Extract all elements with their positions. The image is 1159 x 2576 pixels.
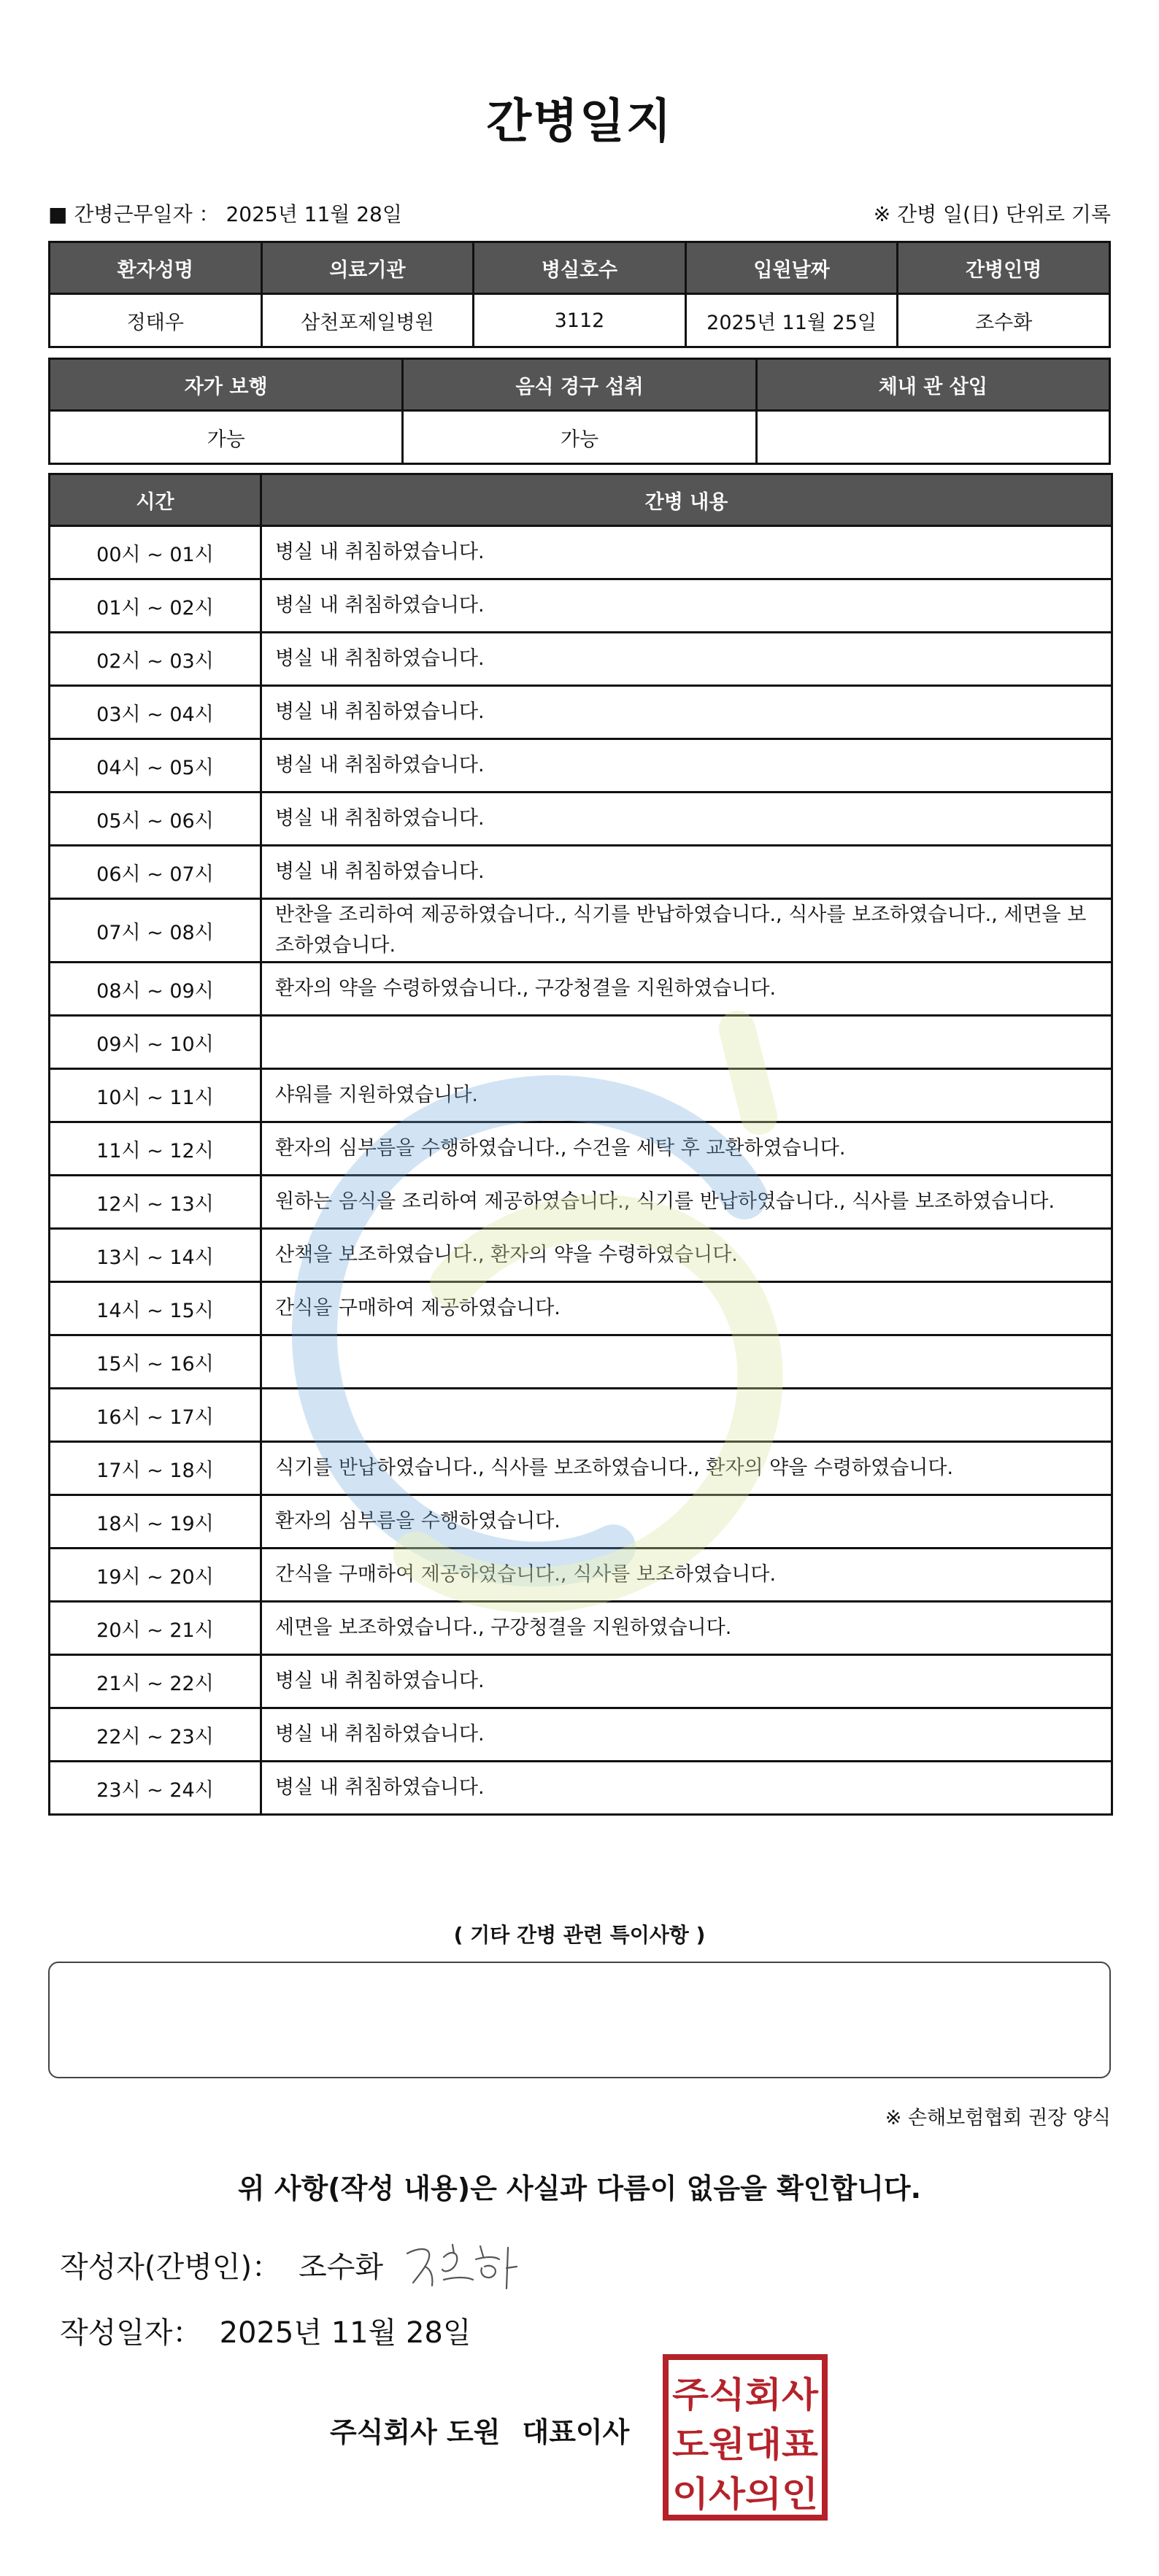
hospital: 삼천포제일병원 xyxy=(261,294,474,347)
header-oral-intake: 음식 경구 섭취 xyxy=(403,359,756,411)
row-time: 03시 ~ 04시 xyxy=(50,686,261,739)
row-care-note: 간식을 구매하여 제공하였습니다. xyxy=(261,1282,1112,1335)
seal-line-2: 도원대표 xyxy=(672,2424,819,2465)
table-row xyxy=(50,793,1112,846)
row-care-note: 간식을 구매하여 제공하였습니다., 식사를 보조하였습니다. xyxy=(261,1549,1112,1602)
row-time: 02시 ~ 03시 xyxy=(50,633,261,686)
row-care-note xyxy=(261,1016,1112,1069)
written-date-row xyxy=(60,2310,471,2351)
table-row xyxy=(50,1016,1112,1069)
row-care-note: 병실 내 취침하였습니다. xyxy=(261,686,1112,739)
row-care-note: 세면을 보조하였습니다., 구강청결을 지원하였습니다. xyxy=(261,1602,1112,1655)
tube-value xyxy=(756,411,1109,464)
header-hospital: 의료기관 xyxy=(261,242,474,294)
table-row xyxy=(50,1282,1112,1335)
header-tube: 체내 관 삽입 xyxy=(756,359,1109,411)
header-room: 병실호수 xyxy=(474,242,686,294)
row-time: 17시 ~ 18시 xyxy=(50,1442,261,1495)
table-row xyxy=(50,526,1112,579)
patient-info-table xyxy=(48,241,1111,348)
form-note: ※ 손해보험협회 권장 양식 xyxy=(885,2107,1111,2129)
oral-intake-value: 가능 xyxy=(403,411,756,464)
writer-label: 작성자(간병인)： xyxy=(60,2251,282,2284)
row-care-note: 반찬을 조리하여 제공하였습니다., 식기를 반납하였습니다., 식사를 보조하였습니다., 세면을 보조하였습니다. xyxy=(261,899,1112,963)
header-time: 시간 xyxy=(50,474,261,526)
row-time: 00시 ~ 01시 xyxy=(50,526,261,579)
handwritten-signature xyxy=(400,2232,524,2297)
table-row xyxy=(50,1495,1112,1549)
table-row xyxy=(50,1389,1112,1442)
table-row xyxy=(50,1176,1112,1229)
table-row xyxy=(50,579,1112,633)
table-row xyxy=(50,1122,1112,1176)
table-row xyxy=(50,1069,1112,1122)
written-date-value: 2025년 11월 28일 xyxy=(219,2316,471,2350)
seal-line-3: 이사의인 xyxy=(672,2474,818,2515)
row-time: 22시 ~ 23시 xyxy=(50,1708,261,1762)
row-time: 21시 ~ 22시 xyxy=(50,1655,261,1708)
table-row xyxy=(50,1655,1112,1708)
row-care-note: 병실 내 취침하였습니다. xyxy=(261,793,1112,846)
row-time: 12시 ~ 13시 xyxy=(50,1176,261,1229)
row-time: 08시 ~ 09시 xyxy=(50,963,261,1016)
page-title: 간병일지 xyxy=(486,95,673,149)
company-signature xyxy=(330,2410,629,2450)
row-care-note: 샤워를 지원하였습니다. xyxy=(261,1069,1112,1122)
row-time: 09시 ~ 10시 xyxy=(50,1016,261,1069)
row-care-note: 병실 내 취침하였습니다. xyxy=(261,1708,1112,1762)
table-row xyxy=(50,1602,1112,1655)
table-row xyxy=(50,899,1112,963)
writer-name: 조수화 xyxy=(299,2251,383,2284)
row-time: 18시 ~ 19시 xyxy=(50,1495,261,1549)
table-row xyxy=(50,1229,1112,1282)
remarks-box xyxy=(48,1962,1111,2078)
table-row xyxy=(50,633,1112,686)
row-time: 07시 ~ 08시 xyxy=(50,899,261,963)
admission-date: 2025년 11월 25일 xyxy=(685,294,898,347)
row-time: 06시 ~ 07시 xyxy=(50,846,261,899)
written-date-label: 작성일자： xyxy=(60,2316,202,2350)
header-admission-date: 입원날짜 xyxy=(685,242,898,294)
row-time: 14시 ~ 15시 xyxy=(50,1282,261,1335)
row-care-note: 병실 내 취침하였습니다. xyxy=(261,846,1112,899)
patient-name: 정태우 xyxy=(50,294,262,347)
header-patient-name: 환자성명 xyxy=(50,242,262,294)
row-time: 13시 ~ 14시 xyxy=(50,1229,261,1282)
row-care-note: 병실 내 취침하였습니다. xyxy=(261,526,1112,579)
row-care-note: 식기를 반납하였습니다., 식사를 보조하였습니다., 환자의 약을 수령하였습니다. xyxy=(261,1442,1112,1495)
row-time: 23시 ~ 24시 xyxy=(50,1762,261,1815)
patient-status-table xyxy=(48,358,1111,465)
record-unit-note: ※ 간병 일(日) 단위로 기록 xyxy=(873,202,1111,226)
company-seal xyxy=(663,2354,828,2521)
row-care-note xyxy=(261,1335,1112,1389)
row-care-note: 병실 내 취침하였습니다. xyxy=(261,579,1112,633)
row-time: 05시 ~ 06시 xyxy=(50,793,261,846)
caregiver-name: 조수화 xyxy=(898,294,1110,347)
table-row xyxy=(50,1442,1112,1495)
table-row xyxy=(50,963,1112,1016)
table-row xyxy=(50,1708,1112,1762)
row-care-note: 산책을 보조하였습니다., 환자의 약을 수령하였습니다. xyxy=(261,1229,1112,1282)
row-time: 01시 ~ 02시 xyxy=(50,579,261,633)
row-time: 10시 ~ 11시 xyxy=(50,1069,261,1122)
table-row xyxy=(50,846,1112,899)
company-name: 주식회사 도원 xyxy=(330,2416,501,2448)
remarks-title: ( 기타 간병 관련 특이사항 ) xyxy=(453,1923,706,1947)
row-care-note: 원하는 음식을 조리하여 제공하였습니다., 식기를 반납하였습니다., 식사를 보조하였습니다. xyxy=(261,1176,1112,1229)
row-time: 16시 ~ 17시 xyxy=(50,1389,261,1442)
row-care-note: 병실 내 취침하였습니다. xyxy=(261,633,1112,686)
writer-row xyxy=(60,2244,383,2286)
header-caregiver-name: 간병인명 xyxy=(898,242,1110,294)
meta-row xyxy=(48,198,1111,228)
row-care-note: 병실 내 취침하였습니다. xyxy=(261,1762,1112,1815)
header-care-content: 간병 내용 xyxy=(261,474,1112,526)
row-care-note: 환자의 심부름을 수행하였습니다., 수건을 세탁 후 교환하였습니다. xyxy=(261,1122,1112,1176)
confirmation-statement: 위 사항(작성 내용)은 사실과 다름이 없음을 확인합니다. xyxy=(237,2172,922,2205)
row-care-note: 병실 내 취침하였습니다. xyxy=(261,739,1112,793)
table-row xyxy=(50,1335,1112,1389)
room-number: 3112 xyxy=(474,294,686,347)
row-time: 15시 ~ 16시 xyxy=(50,1335,261,1389)
work-date: ■ 간병근무일자 ： 2025년 11월 28일 xyxy=(48,202,402,226)
walking-value: 가능 xyxy=(50,411,403,464)
seal-line-1: 주식회사 xyxy=(672,2375,819,2415)
row-time: 19시 ~ 20시 xyxy=(50,1549,261,1602)
row-care-note xyxy=(261,1389,1112,1442)
header-walking: 자가 보행 xyxy=(50,359,403,411)
company-role: 대표이사 xyxy=(522,2416,630,2448)
table-row xyxy=(50,1762,1112,1815)
row-care-note: 병실 내 취침하였습니다. xyxy=(261,1655,1112,1708)
care-schedule-table xyxy=(48,473,1113,1816)
table-row xyxy=(50,1549,1112,1602)
row-time: 20시 ~ 21시 xyxy=(50,1602,261,1655)
row-care-note: 환자의 약을 수령하였습니다., 구강청결을 지원하였습니다. xyxy=(261,963,1112,1016)
table-row xyxy=(50,739,1112,793)
table-row xyxy=(50,686,1112,739)
row-care-note: 환자의 심부름을 수행하였습니다. xyxy=(261,1495,1112,1549)
row-time: 04시 ~ 05시 xyxy=(50,739,261,793)
row-time: 11시 ~ 12시 xyxy=(50,1122,261,1176)
